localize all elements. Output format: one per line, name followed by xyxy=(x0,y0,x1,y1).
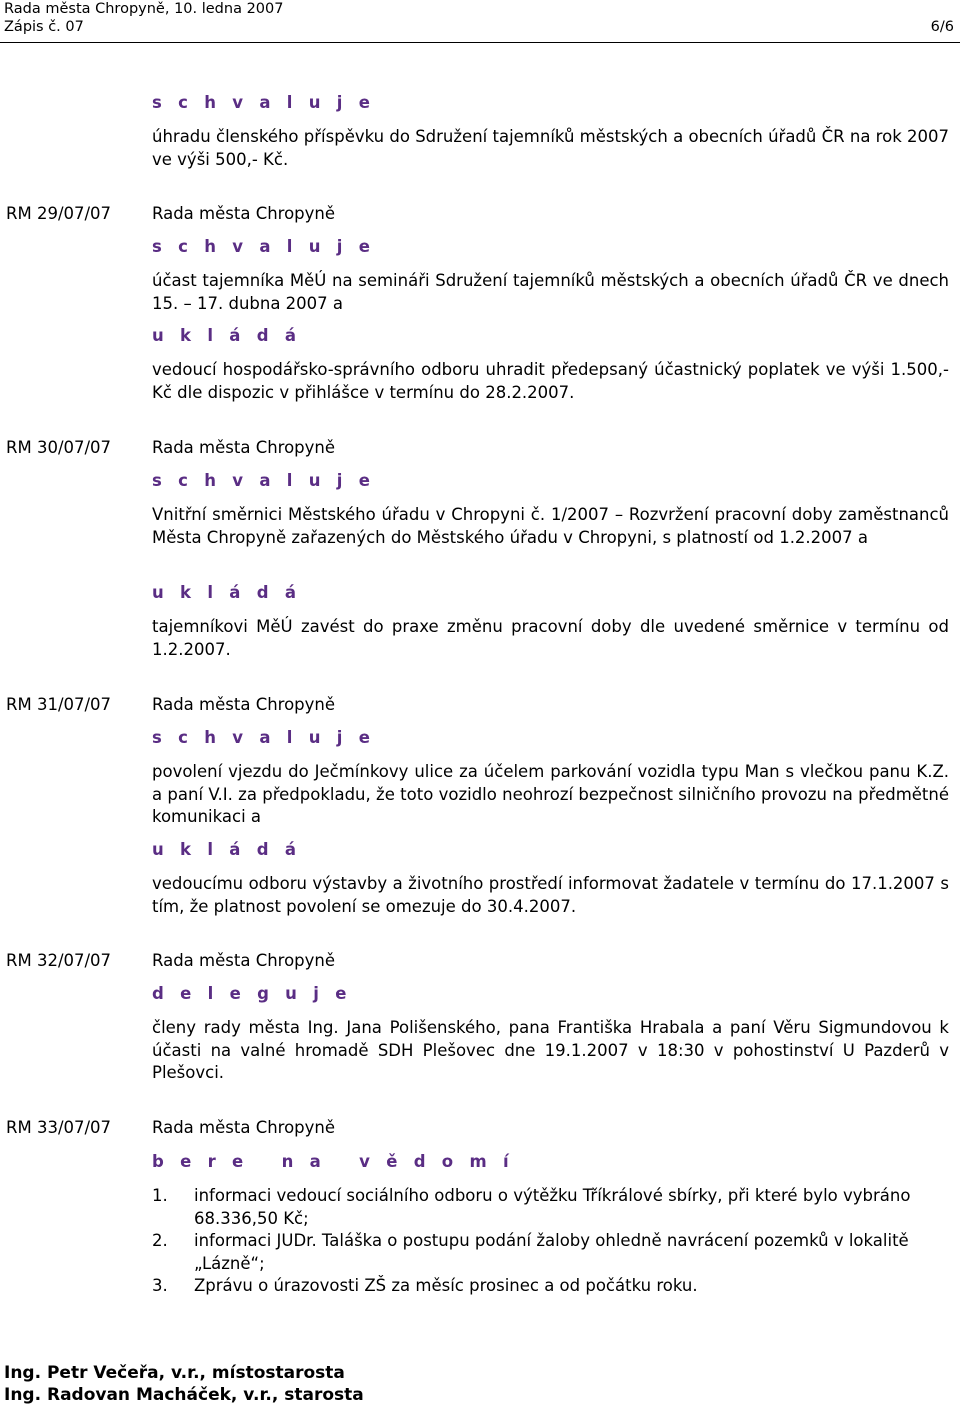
list-item-text: Zprávu o úrazovosti ZŠ za měsíc prosinec a od počátku roku. xyxy=(194,1276,698,1295)
resolution-verb: u k l á d á xyxy=(152,326,302,345)
resolution-number: RM 33/07/07 xyxy=(6,1118,112,1137)
resolution-verb: d e l e g u j e xyxy=(152,984,352,1003)
resolution-verb: s c h v a l u j e xyxy=(152,93,376,112)
list-item xyxy=(152,1185,949,1230)
resolution-text: vedoucímu odboru výstavby a životního prostředí informovat žadatele v termínu do 17.1.2007 s tím, že platnost povolení se omezuje do 30.4.2007. xyxy=(152,874,949,916)
resolution-text: povolení vjezdu do Ječmínkovy ulice za účelem parkování vozidla typu Man s vlečkou panu K.Z. a paní V.I. za předpokladu, že toto vozidlo neohrozí bezpečnost silničního provozu na předmětné komunikaci a xyxy=(152,762,949,826)
council-name: Rada města Chropyně xyxy=(152,1118,336,1137)
resolution-verb: s c h v a l u j e xyxy=(152,728,376,747)
resolution-text: Vnitřní směrnici Městského úřadu v Chropyni č. 1/2007 – Rozvržení pracovní doby zaměstnanců Města Chropyně zařazených do Městského úřadu v Chropyni, s platností od 1.2.2007 a xyxy=(152,505,949,547)
resolution-verb: u k l á d á xyxy=(152,840,302,859)
resolution-text: členy rady města Ing. Jana Polišenského, pana Františka Hrabala a paní Věru Sigmundovou k účasti na valné hromadě SDH Plešovec dne 19.1.2007 v 18:30 v pohostinství U Pazderů v Plešovci. xyxy=(152,1018,949,1082)
header-minutes-number: Zápis č. 07 xyxy=(4,19,84,35)
list-item-number: 2. xyxy=(152,1231,168,1250)
header-divider xyxy=(0,42,960,43)
resolution-text: úhradu členského příspěvku do Sdružení tajemníků městských a obecních úřadů ČR na rok 2007 ve výši 500,- Kč. xyxy=(152,127,949,169)
resolution-verb: s c h v a l u j e xyxy=(152,471,376,490)
signature-mayor: Ing. Radovan Macháček, v.r., starosta xyxy=(4,1385,364,1405)
council-name: Rada města Chropyně xyxy=(152,951,336,970)
list-item-number: 1. xyxy=(152,1186,168,1205)
resolution-verb: s c h v a l u j e xyxy=(152,237,376,256)
resolution-verb: b e r e n a v ě d o m í xyxy=(152,1152,514,1171)
page-number: 6/6 xyxy=(930,19,954,35)
council-name: Rada města Chropyně xyxy=(152,204,336,223)
signature-deputy-mayor: Ing. Petr Večeřa, v.r., místostarosta xyxy=(4,1363,345,1383)
council-name: Rada města Chropyně xyxy=(152,438,336,457)
resolution-number: RM 30/07/07 xyxy=(6,438,112,457)
resolution-number: RM 32/07/07 xyxy=(6,951,112,970)
header-title: Rada města Chropyně, 10. ledna 2007 xyxy=(4,1,284,17)
list-item xyxy=(152,1230,949,1275)
resolution-text: vedoucí hospodářsko-správního odboru uhradit předepsaný účastnický poplatek ve výši 1.500,- Kč dle dispozic v přihlášce v termínu do 28.2.2007. xyxy=(152,360,949,402)
resolution-verb: u k l á d á xyxy=(152,583,302,602)
list-item xyxy=(152,1275,949,1298)
resolution-number: RM 31/07/07 xyxy=(6,695,112,714)
resolution-text: tajemníkovi MěÚ zavést do praxe změnu pracovní doby dle uvedené směrnice v termínu od 1.2.2007. xyxy=(152,617,949,659)
list-item-number: 3. xyxy=(152,1276,168,1295)
resolution-text: účast tajemníka MěÚ na semináři Sdružení tajemníků městských a obecních úřadů ČR ve dnech 15. – 17. dubna 2007 a xyxy=(152,271,949,313)
council-name: Rada města Chropyně xyxy=(152,695,336,714)
list-item-text: informaci JUDr. Taláška o postupu podání žaloby ohledně navrácení pozemků v lokalitě „Lázně“; xyxy=(194,1231,909,1273)
list-item-text: informaci vedoucí sociálního odboru o výtěžku Tříkrálové sbírky, při které bylo vybráno 68.336,50 Kč; xyxy=(194,1186,911,1228)
resolution-number: RM 29/07/07 xyxy=(6,204,112,223)
